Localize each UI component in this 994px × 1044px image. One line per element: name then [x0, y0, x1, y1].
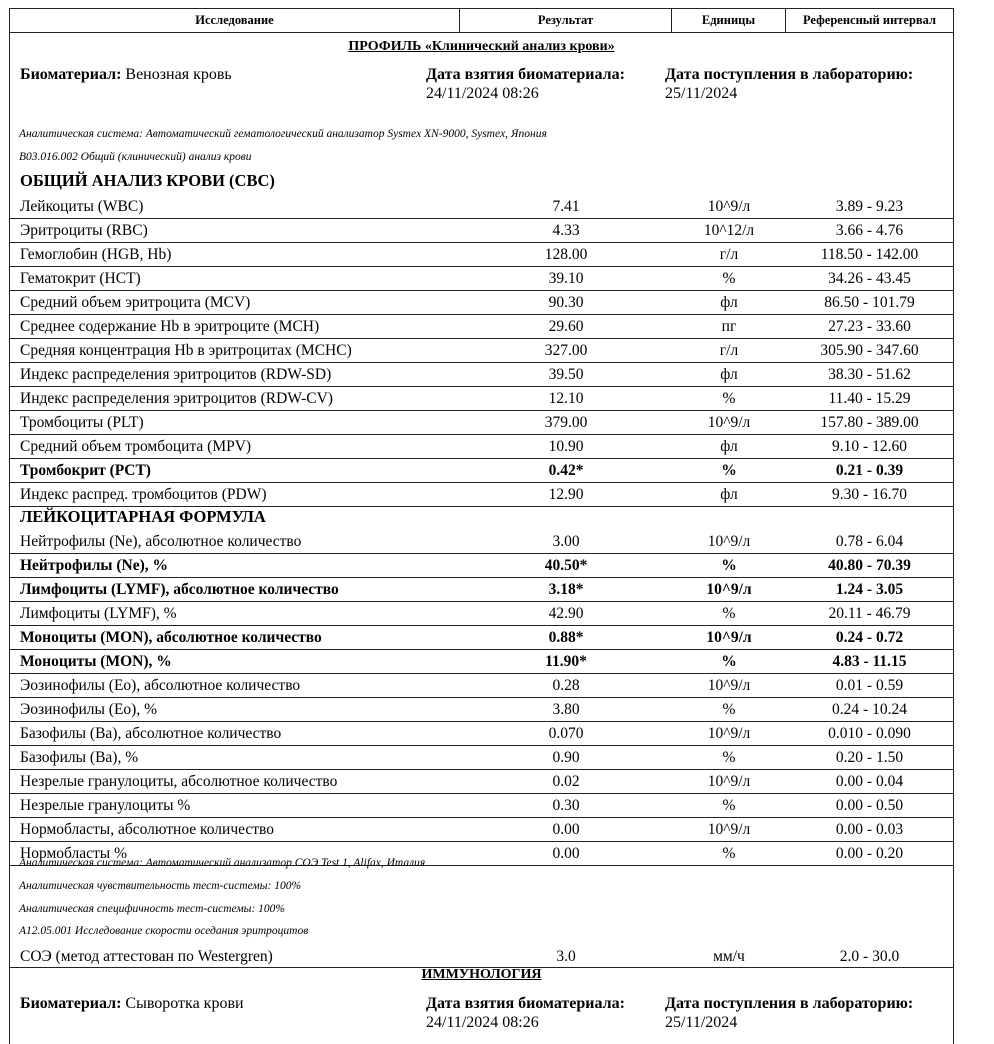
row-name: Тромбокрит (PCT) [20, 462, 151, 479]
row-name: Моноциты (MON), абсолютное количество [20, 629, 322, 646]
row-result: 0.02 [552, 773, 580, 790]
row-name: Средняя концентрация Hb в эритроцитах (MCHC) [20, 342, 352, 359]
row-name: Средний объем тромбоцита (MPV) [20, 438, 252, 455]
row-ref: 0.00 - 0.03 [835, 821, 904, 838]
row-result: 12.10 [548, 390, 584, 407]
row-name: Эозинофилы (Eo), абсолютное количество [20, 677, 301, 694]
row-name: Незрелые гранулоциты, абсолютное количество [20, 773, 338, 790]
row-ref: 27.23 - 33.60 [828, 318, 911, 335]
table-row [10, 626, 953, 650]
row-result: 3.80 [552, 701, 580, 718]
row-units: г/л [719, 246, 739, 263]
table-row [10, 291, 953, 315]
row-result: 3.0 [556, 948, 576, 965]
row-units: % [722, 390, 736, 407]
row-result: 128.00 [544, 246, 588, 263]
table-row [10, 219, 953, 243]
row-name: Нейтрофилы (Ne), % [20, 557, 169, 574]
row-ref: 0.00 - 0.20 [835, 845, 904, 862]
row-ref: 9.30 - 16.70 [832, 486, 907, 503]
row-units: 10^9/л [707, 533, 751, 550]
row-name: Базофилы (Ba), абсолютное количество [20, 725, 282, 742]
row-units: % [722, 845, 736, 862]
row-result: 10.90 [548, 438, 584, 455]
table-row [10, 363, 953, 387]
table-row [10, 650, 953, 674]
table-row [10, 483, 953, 507]
row-result: 0.88* [548, 629, 584, 646]
row-units: фл [720, 366, 738, 383]
table-row [10, 243, 953, 267]
esr-note-1: Аналитическая система: Автоматический анализатор СОЭ Test 1, Alifax, Италия [19, 857, 426, 869]
row-result: 12.90 [548, 486, 584, 503]
row-name: Индекс распределения эритроцитов (RDW-CV) [20, 390, 333, 407]
row-units: 10^9/л [707, 677, 751, 694]
table-row [10, 267, 953, 291]
row-units: % [722, 605, 736, 622]
row-result: 40.50* [544, 557, 588, 574]
received-label: Дата поступления в лабораторию: [665, 66, 914, 83]
row-name: Эритроциты (RBC) [20, 222, 148, 239]
row-result: 4.33 [552, 222, 580, 239]
row-name: Нормобласты % [20, 845, 127, 862]
analyzer-note: Аналитическая система: Автоматический гематологический анализатор Sysmex XN-9000, Sysmex, Япония [19, 128, 547, 140]
row-name: Среднее содержание Hb в эритроците (MCH) [20, 318, 320, 335]
row-units: 10^9/л [706, 629, 752, 646]
row-ref: 0.78 - 6.04 [835, 533, 904, 550]
row-units: 10^12/л [703, 222, 755, 239]
taken-label: Дата взятия биоматериала: [426, 995, 625, 1012]
row-ref: 2.0 - 30.0 [839, 948, 900, 965]
row-ref: 0.00 - 0.50 [835, 797, 904, 814]
row-ref: 40.80 - 70.39 [828, 557, 911, 574]
row-units: % [722, 270, 736, 287]
row-ref: 0.21 - 0.39 [835, 462, 904, 479]
row-name: Тромбоциты (PLT) [20, 414, 144, 431]
taken-label: Дата взятия биоматериала: [426, 66, 625, 83]
lab-report [9, 8, 954, 1044]
row-units: % [721, 653, 737, 670]
row-name: Базофилы (Ba), % [20, 749, 139, 766]
row-name: СОЭ (метод аттестован по Westergren) [20, 948, 273, 965]
row-name: Гематокрит (HCT) [20, 270, 141, 287]
table-row [10, 530, 953, 554]
esr-note-4: A12.05.001 Исследование скорости оседания эритроцитов [19, 925, 309, 937]
row-result: 11.90* [545, 653, 587, 670]
immuno-biomaterial [20, 994, 244, 1013]
table-row [10, 674, 953, 698]
row-ref: 0.24 - 10.24 [832, 701, 907, 718]
row-units: 10^9/л [707, 414, 751, 431]
row-units: 10^9/л [707, 198, 751, 215]
row-result: 39.10 [548, 270, 584, 287]
row-units: 10^9/л [707, 821, 751, 838]
leuko-title: ЛЕЙКОЦИТАРНАЯ ФОРМУЛА [20, 507, 266, 526]
table-row [10, 339, 953, 363]
table-row [10, 698, 953, 722]
row-units: г/л [719, 342, 739, 359]
row-units: 10^9/л [707, 725, 751, 742]
row-units: % [721, 462, 737, 479]
row-result: 0.28 [552, 677, 580, 694]
row-result: 0.00 [552, 821, 580, 838]
table-row [10, 554, 953, 578]
table-row [10, 578, 953, 602]
profile-received-date [665, 65, 913, 103]
cbc-title: ОБЩИЙ АНАЛИЗ КРОВИ (CBC) [20, 171, 275, 190]
row-ref: 4.83 - 11.15 [832, 653, 907, 670]
row-result: 42.90 [548, 605, 584, 622]
row-ref: 20.11 - 46.79 [828, 605, 911, 622]
received-label: Дата поступления в лабораторию: [665, 995, 914, 1012]
row-units: мм/ч [713, 948, 745, 965]
table-row [10, 315, 953, 339]
row-result: 327.00 [544, 342, 588, 359]
table-row [10, 746, 953, 770]
row-ref: 0.01 - 0.59 [835, 677, 904, 694]
row-units: пг [721, 318, 737, 335]
biomaterial-value: Венозная кровь [125, 66, 232, 83]
esr-note-3: Аналитическая специфичность тест-системы: 100% [19, 903, 285, 915]
row-result: 7.41 [552, 198, 580, 215]
header-study: Исследование [10, 9, 460, 33]
code-note: B03.016.002 Общий (клинический) анализ крови [19, 151, 252, 163]
biomaterial-value: Сыворотка крови [125, 995, 244, 1012]
row-result: 0.00 [552, 845, 580, 862]
taken-value: 24/11/2024 08:26 [426, 85, 539, 102]
biomaterial-label: Биоматериал: [20, 66, 122, 83]
row-ref: 38.30 - 51.62 [828, 366, 911, 383]
profile-title: ПРОФИЛЬ «Клинический анализ крови» [348, 39, 615, 54]
table-row [10, 602, 953, 626]
row-ref: 9.10 - 12.60 [832, 438, 907, 455]
row-name: Лейкоциты (WBC) [20, 198, 144, 215]
taken-value: 24/11/2024 08:26 [426, 1014, 539, 1031]
header-units: Единицы [672, 9, 786, 33]
table-row [10, 435, 953, 459]
received-value: 25/11/2024 [665, 85, 738, 102]
row-ref: 3.89 - 9.23 [835, 198, 904, 215]
row-ref: 1.24 - 3.05 [835, 581, 904, 598]
row-result: 3.00 [552, 533, 580, 550]
row-ref: 34.26 - 43.45 [828, 270, 911, 287]
row-ref: 118.50 - 142.00 [820, 246, 919, 263]
row-name: Эозинофилы (Eo), % [20, 701, 158, 718]
row-ref: 0.24 - 0.72 [835, 629, 904, 646]
row-name: Средний объем эритроцита (MCV) [20, 294, 251, 311]
table-row [10, 195, 953, 219]
header-result: Результат [460, 9, 672, 33]
row-result: 0.90 [552, 749, 580, 766]
table-row [10, 459, 953, 483]
immuno-taken-date [426, 994, 625, 1032]
immuno-received-date [665, 994, 913, 1032]
row-result: 0.42* [548, 462, 584, 479]
row-result: 379.00 [544, 414, 588, 431]
table-row [10, 794, 953, 818]
table-row [10, 818, 953, 842]
row-result: 3.18* [548, 581, 584, 598]
profile-taken-date [426, 65, 625, 103]
row-ref: 86.50 - 101.79 [824, 294, 915, 311]
table-row [10, 411, 953, 435]
header-ref: Референсный интервал [786, 9, 953, 33]
row-result: 0.30 [552, 797, 580, 814]
row-result: 0.070 [548, 725, 584, 742]
row-name: Индекс распред. тромбоцитов (PDW) [20, 486, 267, 503]
row-units: 10^9/л [707, 773, 751, 790]
row-result: 29.60 [548, 318, 584, 335]
row-name: Нормобласты, абсолютное количество [20, 821, 275, 838]
row-name: Незрелые гранулоциты % [20, 797, 191, 814]
row-ref: 0.010 - 0.090 [828, 725, 911, 742]
row-name: Лимфоциты (LYMF), абсолютное количество [20, 581, 339, 598]
row-result: 39.50 [548, 366, 584, 383]
row-name: Нейтрофилы (Ne), абсолютное количество [20, 533, 302, 550]
row-units: фл [720, 438, 738, 455]
row-units: фл [720, 486, 738, 503]
row-result: 90.30 [548, 294, 584, 311]
row-ref: 305.90 - 347.60 [820, 342, 919, 359]
received-value: 25/11/2024 [665, 1014, 738, 1031]
table-row [10, 387, 953, 411]
row-ref: 0.00 - 0.04 [835, 773, 904, 790]
immuno-title: ИММУНОЛОГИЯ [421, 967, 542, 982]
biomaterial-label: Биоматериал: [20, 995, 122, 1012]
row-ref: 0.20 - 1.50 [835, 749, 904, 766]
row-ref: 11.40 - 15.29 [828, 390, 911, 407]
esr-note-2: Аналитическая чувствительность тест-системы: 100% [19, 880, 302, 892]
row-units: % [722, 749, 736, 766]
row-units: % [721, 557, 737, 574]
row-name: Лимфоциты (LYMF), % [20, 605, 177, 622]
row-units: фл [720, 294, 738, 311]
table-row [10, 722, 953, 746]
row-name: Индекс распределения эритроцитов (RDW-SD) [20, 366, 332, 383]
row-units: % [722, 701, 736, 718]
row-ref: 157.80 - 389.00 [820, 414, 919, 431]
profile-biomaterial [20, 65, 232, 84]
row-units: 10^9/л [706, 581, 752, 598]
row-name: Моноциты (MON), % [20, 653, 172, 670]
row-name: Гемоглобин (HGB, Hb) [20, 246, 172, 263]
table-row [10, 770, 953, 794]
esr-row [10, 946, 953, 968]
row-ref: 3.66 - 4.76 [835, 222, 904, 239]
row-units: % [722, 797, 736, 814]
